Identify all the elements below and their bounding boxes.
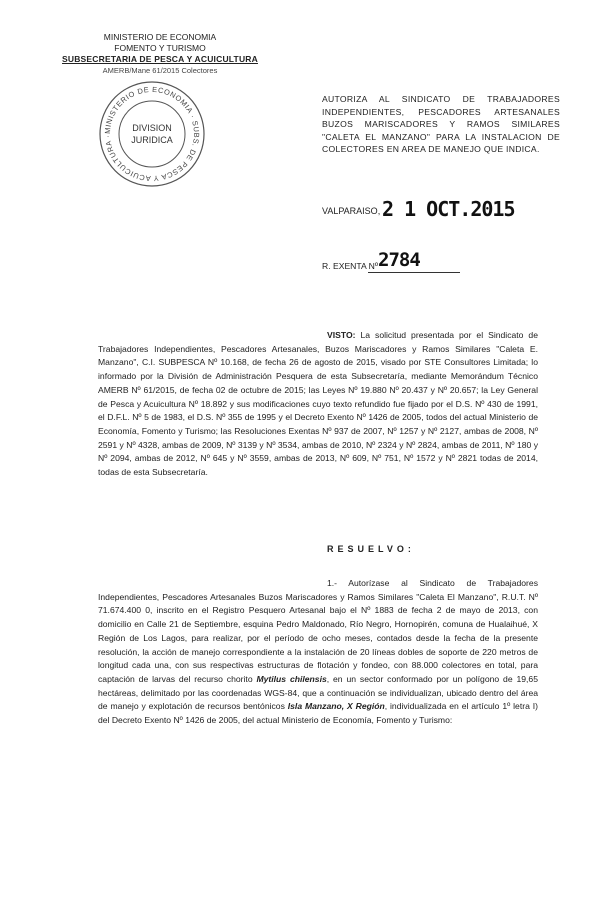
species-name: Mytilus chilensis xyxy=(256,673,327,684)
svg-text:MINISTERIO DE ECONOMIA · SUBS. xyxy=(103,85,201,183)
stamp-center-line1: DIVISION xyxy=(132,123,172,133)
place-date-line xyxy=(322,197,572,221)
visto-text: La solicitud presentada por el Sindicato de Trabajadores Independientes, Pescadores Artesanales, Buzos Mariscadores y Ramos Similares "Caleta E. Manzano", C.I. SUBPESCA Nº 10.168, de fecha 26 de agosto de 2015, visado por STE Consultores Limitada; lo informado por la División de Administración Pesquera de esta Subsecretaría, mediante Memorándum Técnico AMERB Nº 61/2015, de fecha 02 de octubre de 2015; las Leyes Nº 19.880 Nº 20.437 y Nº 20.657; la Ley General de Pesca y Acuicultura Nº 18.892 y sus modificaciones cuyo texto refundido fue fijado por el D.S. Nº 430 de 1991, el D.F.L. Nº 5 de 1983, el D.S. Nº 355 de 1995 y el Decreto Exento Nº 1426 de 2005, todos del actual Ministerio de Economía, Fomento y Turismo; las Resoluciones Exentas Nº 937 de 2007, Nº 1257 y Nº 2127, ambas de 2008, Nº 2591 y Nº 4328, ambas de 2009, Nº 3139 y Nº 3534, ambas de 2010, Nº 2324 y Nº 2824, ambas de 2011, Nº 180 y Nº 2094, ambas de 2012, Nº 645 y Nº 3559, ambas de 2013, Nº 609, Nº 751, Nº 1572 y Nº 2821 todas de 2014, todas de esta Subsecretaría. xyxy=(98,330,538,478)
article-1-paragraph xyxy=(98,577,538,728)
file-reference: AMERB/Mane 61/2015 Colectores xyxy=(102,66,218,75)
article-1-text-a: 1.- Autorízase al Sindicato de Trabajadores Independientes, Pescadores Artesanales Buzos Mariscadores y Ramos Similares "Caleta El Manzano", R.U.T. Nº 71.674.400 0, inscrito en el Registro Pesquero Artesanal bajo el Nº 1883 de fecha 2 de mayo de 2013, con domicilio en Calle 21 de Septiembre, esquina Pedro Maldonado, Río Negro, Hornopirén, comuna de Hualaihué, X Región de Los Lagos, para realizar, por el período de ocho meses, contados desde la fecha de la presente resolución, la acción de manejo correspondiente a la instalación de 20 líneas dobles de soporte de 220 metros de longitud cada una, con sus respectivas estructuras de flotación y fondeo, con 88.000 colectores en total, para captación de larvas del recurso chorito xyxy=(98,578,538,684)
visto-label: VISTO: xyxy=(327,330,356,340)
subsecretaria-name: SUBSECRETARIA DE PESCA Y ACUICULTURA xyxy=(62,54,258,64)
article-1-text-b: , en un sector conformado por un polígono de 19,65 hectáreas, delimitado por las coordenadas WGS-84, que a continuación se individualizan, ubicado dentro del área de manejo y explotación de recursos bentónicos xyxy=(98,673,538,712)
letterhead xyxy=(60,32,260,76)
article-1-text-c: , individualizada en el artículo 1º letra I) del Decreto Exento Nº 1426 de 2005, del actual Ministerio de Economía, Fomento y Turismo: xyxy=(98,701,538,726)
exenta-number: 2784 xyxy=(378,249,420,271)
exenta-underline xyxy=(368,272,460,273)
resuelvo-heading: RESUELVO: xyxy=(327,544,415,554)
management-area-name: Isla Manzano, X Región xyxy=(287,701,385,712)
date-stamp: 2 1 OCT.2015 xyxy=(382,197,515,221)
ministry-name: MINISTERIO DE ECONOMIA xyxy=(103,32,217,42)
stamp-center-line2: JURIDICA xyxy=(131,135,173,145)
ministry-subtitle: FOMENTO Y TURISMO xyxy=(114,43,206,53)
stamp-ring-text: MINISTERIO DE ECONOMIA · SUBS. DE PESCA Y ACUICULTURA · xyxy=(102,84,202,184)
division-juridica-stamp xyxy=(96,78,208,190)
exenta-line xyxy=(322,249,572,271)
resolution-subject: AUTORIZA AL SINDICATO DE TRABAJADORES INDEPENDIENTES, PESCADORES ARTESANALES BUZOS MARISCADORES Y RAMOS SIMILARES "CALETA EL MANZANO" PARA LA INSTALACION DE COLECTORES EN AREA DE MANEJO QUE INDICA. xyxy=(322,94,560,155)
place-label: VALPARAISO, xyxy=(322,206,381,216)
visto-paragraph xyxy=(98,329,538,480)
exenta-label: R. EXENTA Nº xyxy=(322,261,378,271)
